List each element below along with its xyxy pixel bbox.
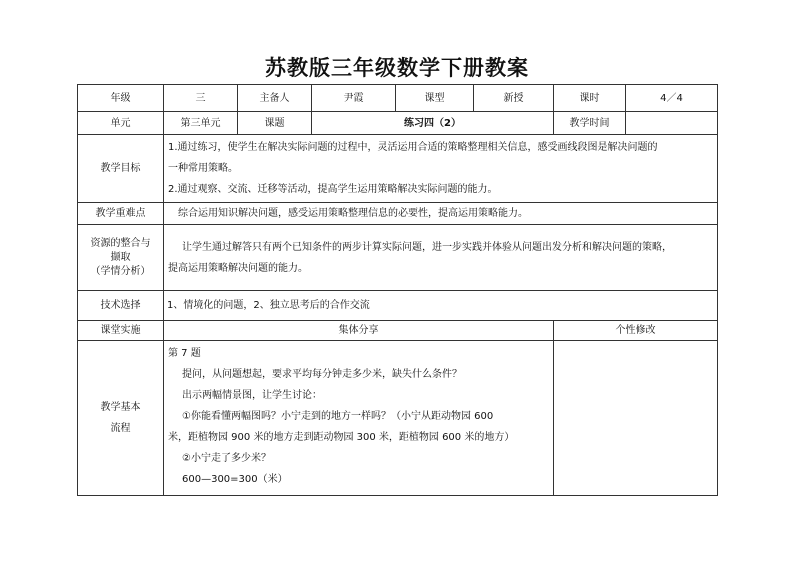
resources-content bbox=[164, 225, 718, 291]
flow-line: 米，距植物园 900 米的地方走到距动物园 300 米，距植物园 600 米的地方） bbox=[168, 432, 515, 443]
goals-line: 2.通过观察、交流、迁移等活动，提高学生运用策略解决实际问题的能力。 bbox=[168, 184, 498, 195]
resources-line: 让学生通过解答只有两个已知条件的两步计算实际问题，进一步实践并体验从问题出发分析和解决问题的策略， bbox=[182, 241, 672, 253]
goals-line: 1.通过练习，使学生在解决实际问题的过程中，灵活运用合适的策略整理相关信息，感受画线段图是解决问题的 bbox=[168, 142, 658, 153]
row-unit-topic bbox=[78, 112, 718, 135]
keypoints-content: 综合运用知识解决问题，感受运用策略整理信息的必要性，提高运用策略能力。 bbox=[164, 203, 718, 225]
row-tech bbox=[78, 291, 718, 321]
preparer-label: 主备人 bbox=[238, 85, 312, 112]
classroom-label: 课堂实施 bbox=[78, 321, 164, 341]
flow-label-line: 教学基本 bbox=[100, 402, 141, 413]
row-flow bbox=[78, 341, 718, 496]
goals-label: 教学目标 bbox=[78, 135, 164, 203]
row-resources bbox=[78, 225, 718, 291]
flow-line: 提问，从问题想起，要求平均每分钟走多少米，缺失什么条件？ bbox=[182, 369, 462, 380]
resources-label-line: 资源的整合与 bbox=[90, 237, 151, 249]
flow-line: 600—300=300（米） bbox=[182, 474, 288, 485]
period-label: 课时 bbox=[554, 85, 626, 112]
row-basic-info bbox=[78, 85, 718, 112]
preparer-value: 尹霞 bbox=[312, 85, 396, 112]
goals-content bbox=[164, 135, 718, 203]
topic-value: 练习四（2） bbox=[312, 112, 554, 135]
flow-label-line: 流程 bbox=[110, 423, 131, 434]
goals-line: 一种常用策略。 bbox=[168, 163, 238, 174]
row-classroom-header bbox=[78, 321, 718, 341]
unit-value: 第三单元 bbox=[164, 112, 238, 135]
lesson-plan-table bbox=[77, 84, 718, 496]
flow-label bbox=[78, 341, 164, 496]
flow-content bbox=[164, 341, 554, 496]
grade-value: 三 bbox=[164, 85, 238, 112]
resources-label-line: 撷取 bbox=[110, 251, 131, 263]
topic-label: 课题 bbox=[238, 112, 312, 135]
resources-label bbox=[78, 225, 164, 291]
document-title: 苏教版三年级数学下册教案 bbox=[265, 55, 529, 80]
resources-line: 提高运用策略解决问题的能力。 bbox=[168, 262, 308, 274]
tech-content: 1、情境化的问题，2、独立思考后的合作交流 bbox=[164, 291, 718, 321]
type-label: 课型 bbox=[396, 85, 474, 112]
keypoints-label: 教学重难点 bbox=[78, 203, 164, 225]
resources-label-line: （学情分析） bbox=[90, 265, 151, 277]
type-value: 新授 bbox=[474, 85, 554, 112]
teaching-time-value bbox=[626, 112, 718, 135]
flow-line: ②小宁走了多少米？ bbox=[182, 453, 271, 464]
row-goals bbox=[78, 135, 718, 203]
row-keypoints bbox=[78, 203, 718, 225]
personal-label: 个性修改 bbox=[554, 321, 718, 341]
flow-line: ①你能看懂两幅图吗？小宁走到的地方一样吗？（小宁从距动物园 600 bbox=[182, 411, 494, 422]
grade-label: 年级 bbox=[78, 85, 164, 112]
teaching-time-label: 教学时间 bbox=[554, 112, 626, 135]
flow-line: 出示两幅情景图，让学生讨论： bbox=[182, 390, 322, 401]
period-value: 4／4 bbox=[626, 85, 718, 112]
personal-edit-area bbox=[554, 341, 718, 496]
tech-label: 技术选择 bbox=[78, 291, 164, 321]
flow-line: 第 7 题 bbox=[168, 348, 201, 359]
shared-label: 集体分享 bbox=[164, 321, 554, 341]
unit-label: 单元 bbox=[78, 112, 164, 135]
